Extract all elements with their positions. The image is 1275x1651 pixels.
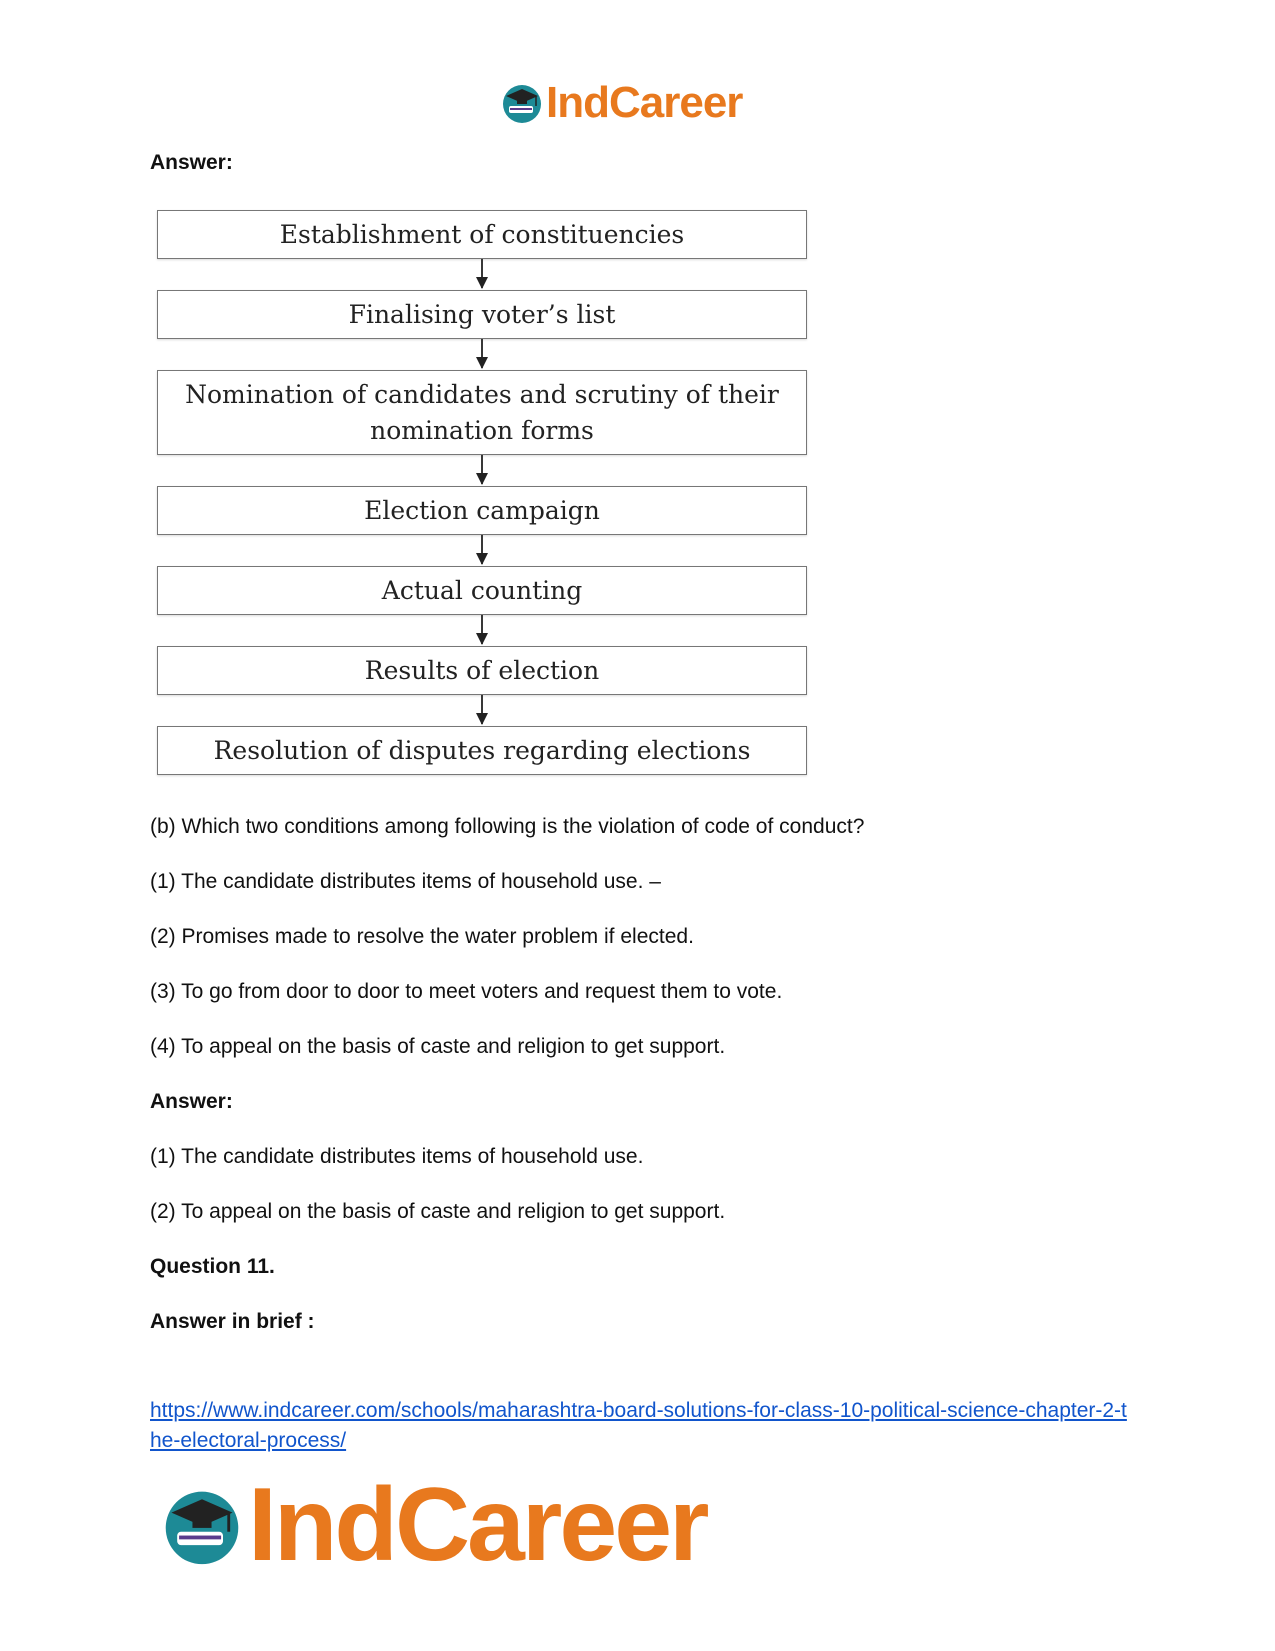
answer-item: (1) The candidate distributes items of household use. — [150, 1145, 644, 1168]
header-logo — [500, 78, 742, 128]
answer-label: Answer: — [150, 151, 233, 174]
flow-step: Nomination of candidates and scrutiny of their nomination forms — [157, 370, 807, 455]
question-number: Question 11. — [150, 1255, 275, 1278]
flow-step: Establishment of constituencies — [157, 210, 807, 259]
arrow-down-icon — [472, 455, 492, 486]
flow-step: Finalising voter’s list — [157, 290, 807, 339]
option-item: (4) To appeal on the basis of caste and religion to get support. — [150, 1035, 726, 1058]
flow-step: Election campaign — [157, 486, 807, 535]
source-link[interactable]: https://www.indcareer.com/schools/maharashtra-board-solutions-for-class-10-political-science-chapter-2-the-electoral-process/ — [150, 1399, 1127, 1452]
answer-label: Answer: — [150, 1090, 233, 1113]
answer-item: (2) To appeal on the basis of caste and religion to get support. — [150, 1200, 726, 1223]
graduation-cap-icon — [500, 81, 544, 125]
graduation-cap-icon — [160, 1484, 244, 1568]
arrow-down-icon — [472, 259, 492, 290]
arrow-down-icon — [472, 339, 492, 370]
option-item: (1) The candidate distributes items of household use. – — [150, 870, 661, 893]
arrow-down-icon — [472, 615, 492, 646]
footer-logo — [160, 1466, 707, 1585]
option-item: (2) Promises made to resolve the water problem if elected. — [150, 925, 694, 948]
question-b: (b) Which two conditions among following is the violation of code of conduct? — [150, 815, 865, 838]
logo-wordmark: IndCareer — [546, 78, 743, 127]
flow-step: Actual counting — [157, 566, 807, 615]
arrow-down-icon — [472, 535, 492, 566]
logo-wordmark: IndCareer — [248, 1467, 707, 1583]
flow-step: Results of election — [157, 646, 807, 695]
option-item: (3) To go from door to door to meet voters and request them to vote. — [150, 980, 783, 1003]
arrow-down-icon — [472, 695, 492, 726]
answer-in-brief-label: Answer in brief : — [150, 1310, 315, 1333]
flow-step: Resolution of disputes regarding elections — [157, 726, 807, 775]
